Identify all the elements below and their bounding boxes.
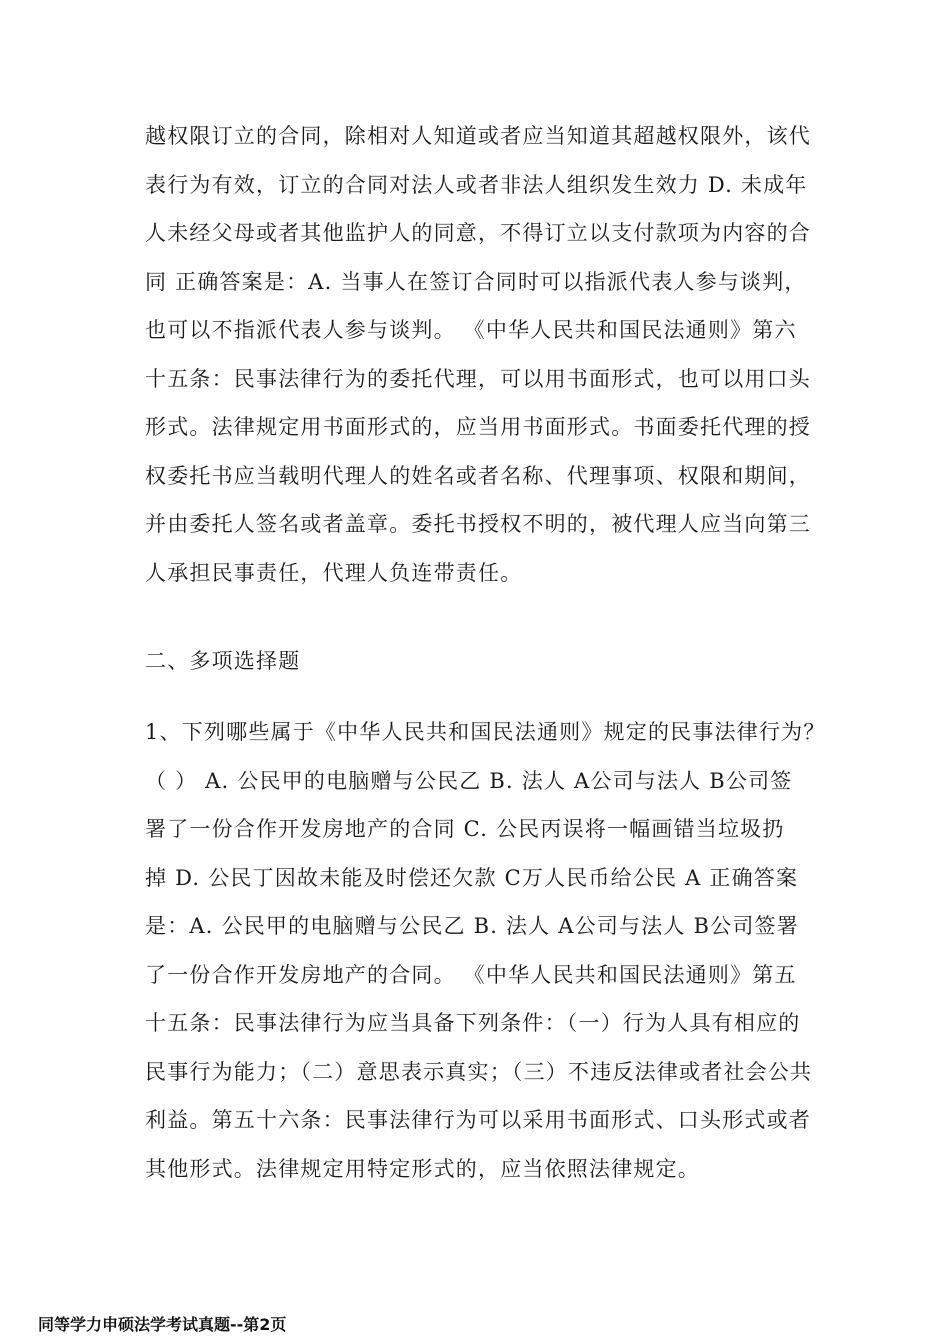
text-line: 人未经父母或者其他监护人的同意，不得订立以支付款项为内容的合: [145, 221, 811, 245]
text-line: 权委托书应当载明代理人的姓名或者名称、代理事项、权限和期间，: [145, 463, 811, 488]
section-heading: [145, 637, 810, 686]
text-line: 民事行为能力；（二）意思表示真实；（三）不违反法律或者社会公共: [145, 1059, 813, 1084]
text-line: 其他形式。法律规定用特定形式的，应当依照法律规定。: [145, 1156, 700, 1181]
text-line: 利益。第五十六条：民事法律行为可以采用书面形式、口头形式或者: [145, 1108, 811, 1132]
text-line: （ ） A. 公民甲的电脑赠与公民乙 B. 法人 A公司与法人 B公司签: [145, 768, 793, 793]
text-line: 越权限订立的合同，除相对人知道或者应当知道其超越权限外，该代: [145, 124, 811, 148]
text-line: 也可以不指派代表人参与谈判。 《中华人民共和国民法通则》第六: [145, 318, 797, 342]
answer-explanation-paragraph: [145, 112, 810, 597]
text-line: 表行为有效，订立的合同对法人或者非法人组织发生效力 D. 未成年: [145, 172, 808, 197]
text-line: 形式。法律规定用书面形式的，应当用书面形式。书面委托代理的授: [145, 415, 811, 439]
text-line: 1、下列哪些属于《中华人民共和国民法通则》规定的民事法律行为？: [145, 720, 826, 744]
text-line: 是：A. 公民甲的电脑赠与公民乙 B. 法人 A公司与法人 B公司签署: [145, 914, 799, 938]
text-line: 掉 D. 公民丁因故未能及时偿还欠款 C万人民币给公民 A 正确答案: [145, 865, 799, 890]
text-line: 署了一份合作开发房地产的合同 C. 公民丙误将一幅画错当垃圾扔: [145, 817, 785, 841]
text-line: 同 正确答案是：A. 当事人在签订合同时可以指派代表人参与谈判，: [145, 269, 807, 294]
text-line: 十五条：民事法律行为应当具备下列条件：（一）行为人具有相应的: [145, 1011, 801, 1035]
page-footer: 同等学力申硕法学考试真题--第2页: [38, 1315, 287, 1334]
text-line: 了一份合作开发房地产的合同。 《中华人民共和国民法通则》第五: [145, 962, 797, 987]
section-heading-text: 二、多项选择题: [145, 649, 301, 673]
text-line: 十五条：民事法律行为的委托代理，可以用书面形式，也可以用口头: [145, 366, 811, 391]
question-paragraph: [145, 708, 826, 1193]
text-line: 人承担民事责任，代理人负连带责任。: [145, 560, 523, 585]
text-line: 并由委托人签名或者盖章。委托书授权不明的，被代理人应当向第三: [145, 512, 811, 536]
